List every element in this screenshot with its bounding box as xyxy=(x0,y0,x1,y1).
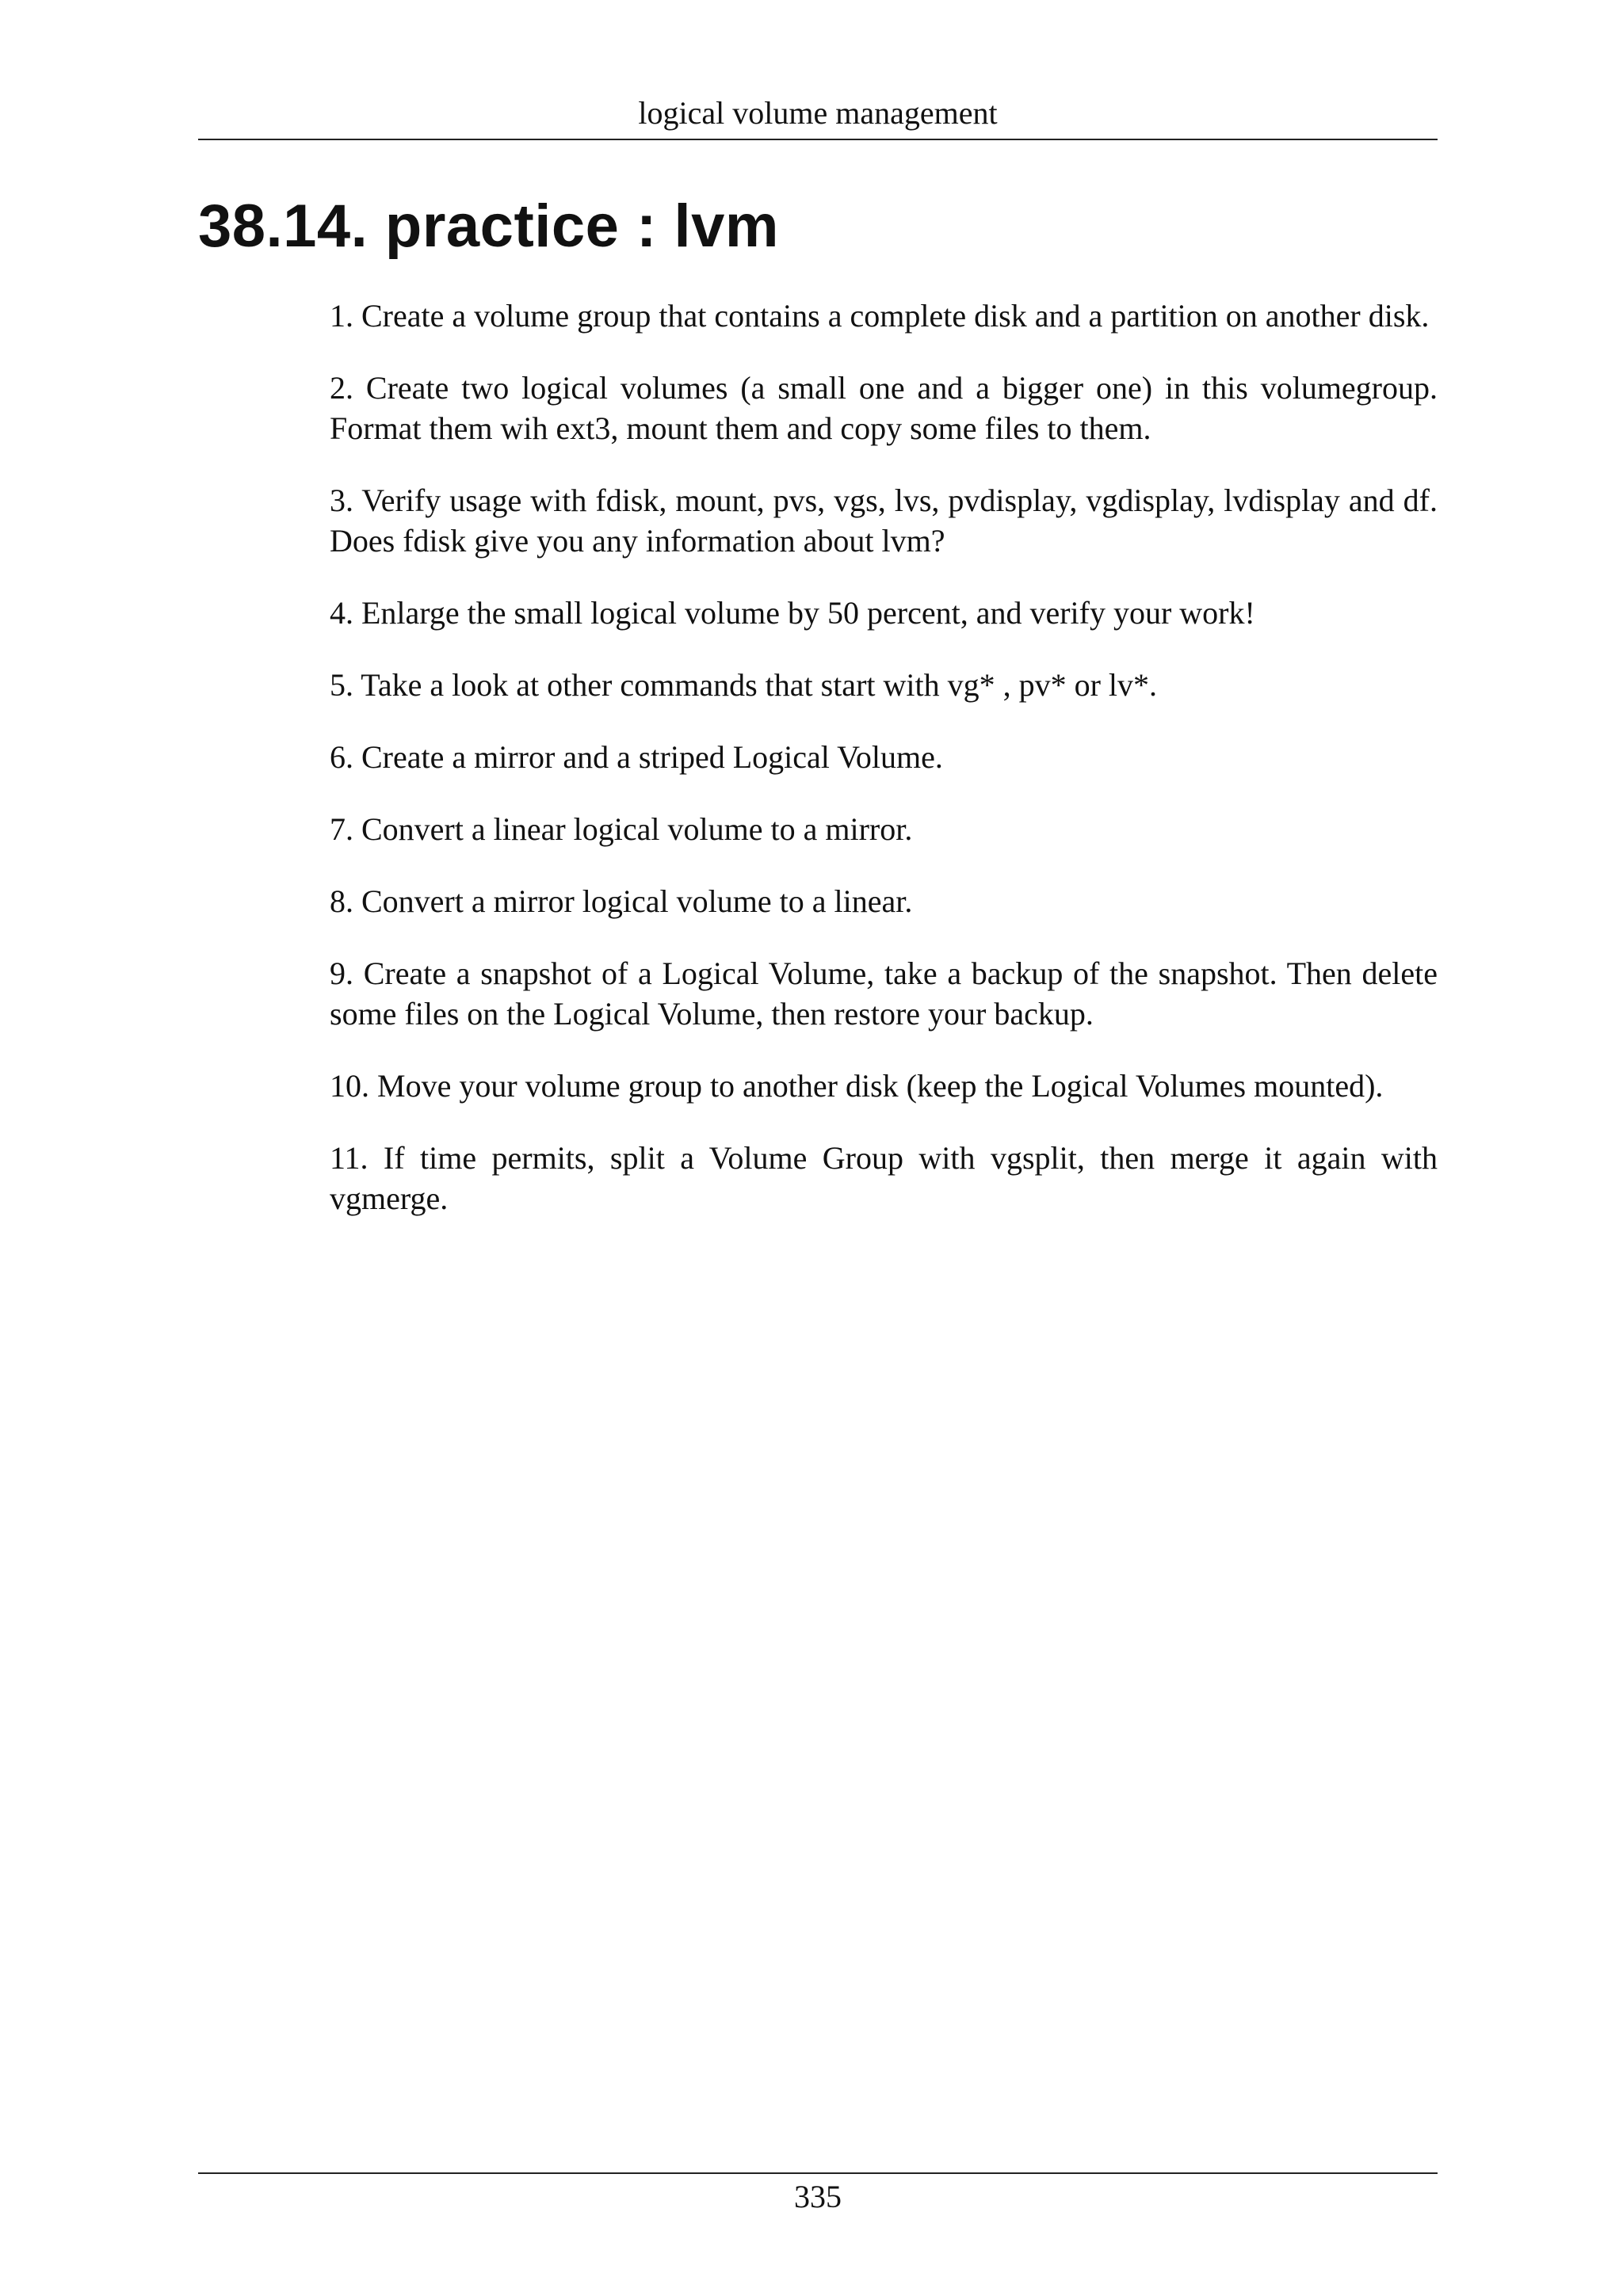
exercise-item-11: 11. If time permits, split a Volume Group with vgsplit, then merge it again with vgmerge. xyxy=(330,1140,1438,1216)
footer-divider xyxy=(198,2172,1438,2174)
header-divider xyxy=(198,139,1438,140)
exercise-item-9: 9. Create a snapshot of a Logical Volume, take a backup of the snapshot. Then delete some files on the Logical Volume, then restore your backup. xyxy=(330,955,1438,1032)
running-header: logical volume management xyxy=(638,95,998,131)
exercise-item-1: 1. Create a volume group that contains a complete disk and a partition on another disk. xyxy=(330,298,1430,334)
section-title: 38.14. practice : lvm xyxy=(198,193,779,260)
exercise-list xyxy=(330,296,1438,1250)
page-number: 335 xyxy=(794,2179,842,2214)
exercise-item-3: 3. Verify usage with fdisk, mount, pvs, vgs, lvs, pvdisplay, vgdisplay, lvdisplay and df. Does fdisk give you any information about lvm? xyxy=(330,482,1438,559)
exercise-item-10: 10. Move your volume group to another disk (keep the Logical Volumes mounted). xyxy=(330,1068,1384,1104)
exercise-item-4: 4. Enlarge the small logical volume by 50 percent, and verify your work! xyxy=(330,595,1255,631)
exercise-item-2: 2. Create two logical volumes (a small one and a bigger one) in this volumegroup. Format them wih ext3, mount them and copy some files to them. xyxy=(330,370,1438,446)
exercise-item-7: 7. Convert a linear logical volume to a mirror. xyxy=(330,811,913,847)
exercise-item-5: 5. Take a look at other commands that start with vg* , pv* or lv*. xyxy=(330,667,1158,703)
exercise-item-8: 8. Convert a mirror logical volume to a linear. xyxy=(330,883,913,919)
exercise-item-6: 6. Create a mirror and a striped Logical Volume. xyxy=(330,739,943,775)
